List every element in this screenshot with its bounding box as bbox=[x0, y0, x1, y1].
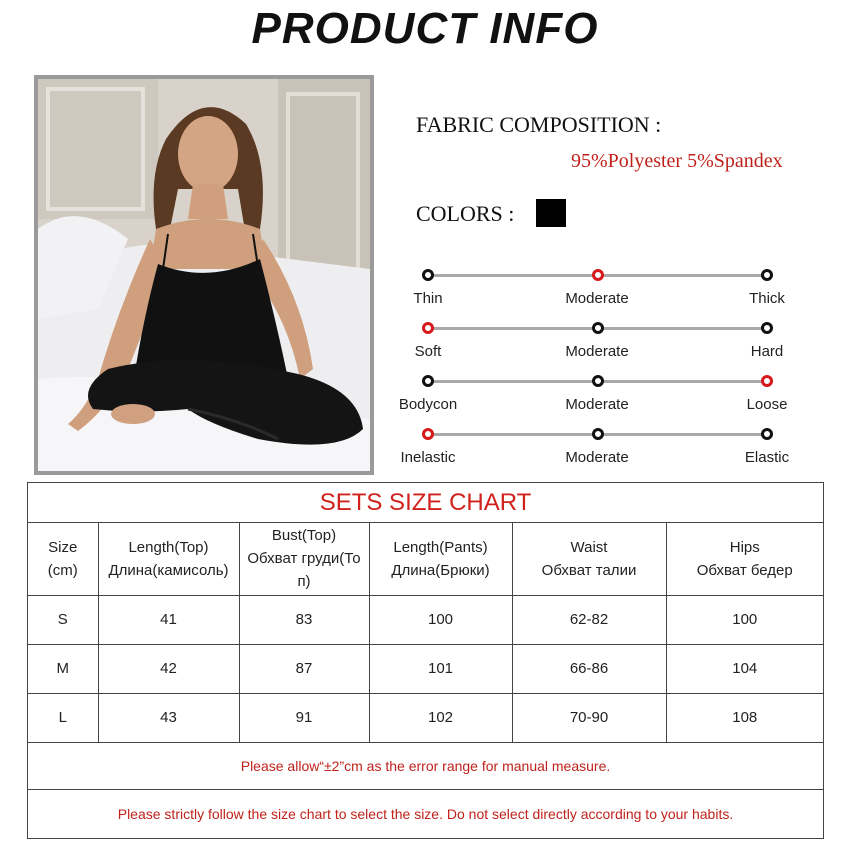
page-title: PRODUCT INFO bbox=[251, 4, 599, 53]
scale-dot-middle bbox=[592, 322, 604, 334]
scale-thickness bbox=[395, 268, 805, 318]
table-cell: 102 bbox=[369, 693, 512, 742]
table-row bbox=[28, 595, 823, 644]
table-cell: 100 bbox=[369, 595, 512, 644]
size-chart-table bbox=[28, 523, 823, 743]
scale-dot-left bbox=[422, 428, 434, 440]
size-selection-note: Please strictly follow the size chart to select the size. Do not select directly according to your habits. bbox=[117, 806, 734, 822]
table-cell: 108 bbox=[666, 693, 823, 742]
scale-fit bbox=[395, 374, 805, 424]
error-range-note: Please allow“±2”cm as the error range for manual measure. bbox=[28, 742, 823, 790]
product-photo bbox=[34, 75, 374, 475]
table-cell: 101 bbox=[369, 644, 512, 693]
scale-label-middle: Moderate bbox=[565, 449, 629, 466]
colors-label: COLORS : bbox=[416, 201, 515, 226]
table-row bbox=[28, 693, 823, 742]
table-cell: 66-86 bbox=[512, 644, 666, 693]
table-row bbox=[28, 644, 823, 693]
scale-dot-left bbox=[422, 375, 434, 387]
scale-label-left: Inelastic bbox=[400, 449, 456, 466]
model-image bbox=[38, 79, 370, 471]
scale-dot-right bbox=[761, 269, 773, 281]
fabric-composition-value: 95%Polyester 5%Spandex bbox=[571, 150, 783, 172]
scale-label-left: Soft bbox=[414, 343, 442, 360]
scale-dot-right bbox=[761, 322, 773, 334]
header-hips: Hips Обхват бедер bbox=[666, 523, 823, 595]
table-cell: 91 bbox=[239, 693, 369, 742]
table-header-row bbox=[28, 523, 823, 595]
header-length-pants: Length(Pants) Длина(Брюки) bbox=[369, 523, 512, 595]
scale-elasticity bbox=[395, 427, 805, 477]
size-chart-title: SETS SIZE CHART bbox=[28, 483, 823, 523]
scale-label-left: Thin bbox=[413, 290, 443, 307]
table-cell: 42 bbox=[98, 644, 239, 693]
header-size: Size (cm) bbox=[28, 523, 98, 595]
scale-dot-right bbox=[761, 428, 773, 440]
table-cell: 87 bbox=[239, 644, 369, 693]
table-cell: 104 bbox=[666, 644, 823, 693]
scale-label-left: Bodycon bbox=[398, 396, 458, 413]
header-bust-top: Bust(Top) Обхват груди(То п) bbox=[239, 523, 369, 595]
scale-dot-right bbox=[761, 375, 773, 387]
header-length-top: Length(Top) Длина(камисоль) bbox=[98, 523, 239, 595]
scale-dot-middle bbox=[592, 269, 604, 281]
fabric-composition-label: FABRIC COMPOSITION : bbox=[416, 112, 662, 137]
scale-dot-left bbox=[422, 269, 434, 281]
scale-dot-middle bbox=[592, 375, 604, 387]
scale-label-middle: Moderate bbox=[565, 343, 629, 360]
scale-label-right: Loose bbox=[746, 396, 788, 413]
scale-dot-middle bbox=[592, 428, 604, 440]
table-cell: M bbox=[28, 644, 98, 693]
scale-label-right: Hard bbox=[750, 343, 784, 360]
header-waist: Waist Обхват талии bbox=[512, 523, 666, 595]
table-cell: S bbox=[28, 595, 98, 644]
scale-label-middle: Moderate bbox=[565, 290, 629, 307]
table-cell: 70-90 bbox=[512, 693, 666, 742]
scale-softness bbox=[395, 321, 805, 371]
color-swatch-black bbox=[536, 199, 566, 227]
scale-label-middle: Moderate bbox=[565, 396, 629, 413]
table-cell: L bbox=[28, 693, 98, 742]
scale-dot-left bbox=[422, 322, 434, 334]
table-cell: 100 bbox=[666, 595, 823, 644]
table-cell: 41 bbox=[98, 595, 239, 644]
table-cell: 83 bbox=[239, 595, 369, 644]
table-cell: 43 bbox=[98, 693, 239, 742]
size-chart bbox=[27, 482, 824, 839]
scale-label-right: Elastic bbox=[744, 449, 790, 466]
scale-label-right: Thick bbox=[749, 290, 785, 307]
table-cell: 62-82 bbox=[512, 595, 666, 644]
